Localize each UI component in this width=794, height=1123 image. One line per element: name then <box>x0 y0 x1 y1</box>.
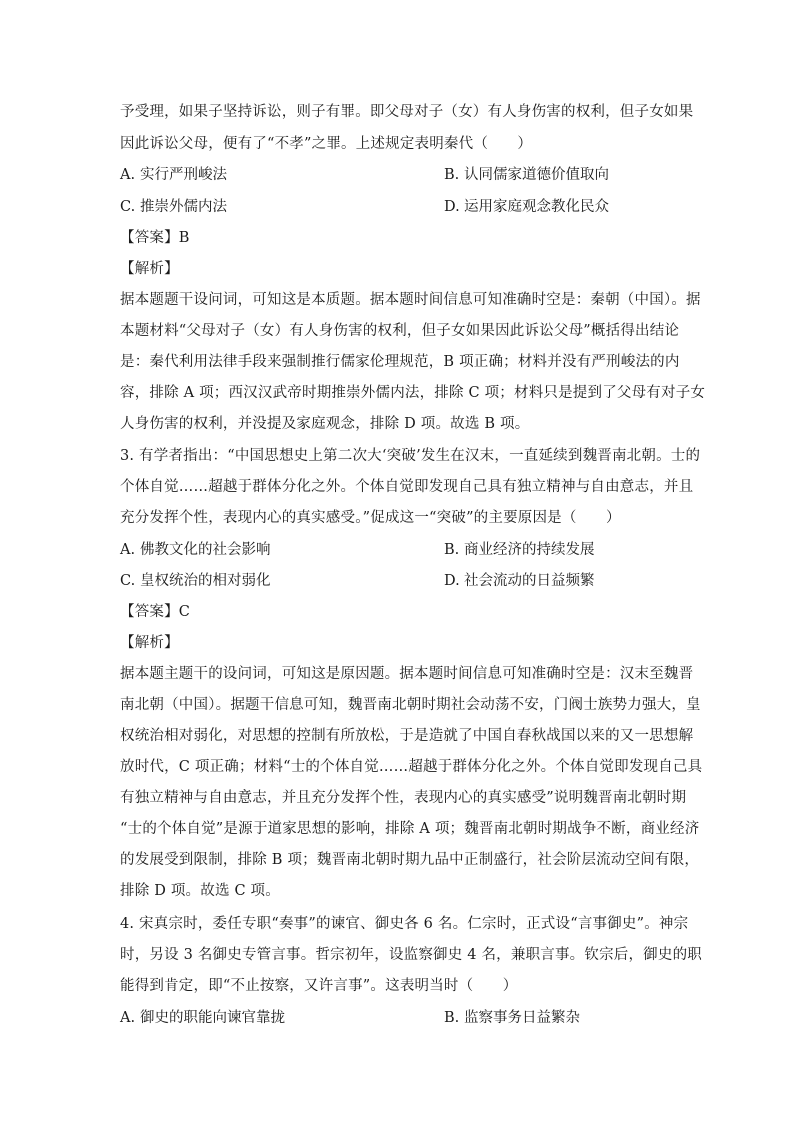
q3-analysis-line: 有独立精神与自由意志，并且充分发挥个性，表现内心的真实感受”说明魏晋南北朝时期 <box>120 790 687 806</box>
q2-analysis-label: 【解析】 <box>120 261 179 277</box>
q4-option-b: B. 监察事务日益繁杂 <box>444 1010 580 1026</box>
q3-analysis-label: 【解析】 <box>120 635 179 651</box>
q2-analysis-line: 人身伤害的权利，并没提及家庭观念，排除 D 项。故选 B 项。 <box>120 416 530 432</box>
q2-option-d: D. 运用家庭观念教化民众 <box>444 199 609 215</box>
q2-analysis-line: 据本题题干设问词，可知这是本质题。据本题时间信息可知准确时空是：秦朝（中国）。据 <box>120 292 701 308</box>
q3-option-a: A. 佛教文化的社会影响 <box>120 542 271 558</box>
q2-answer: 【答案】B <box>120 230 190 246</box>
q3-option-d: D. 社会流动的日益频繁 <box>444 573 595 589</box>
q2-analysis-line: 本题材料“父母对子（女）有人身伤害的权利，但子女如果因此诉讼父母”概括得出结论 <box>120 323 680 339</box>
q3-option-c: C. 皇权统治的相对弱化 <box>120 573 271 589</box>
q2-analysis-line: 是：秦代利用法律手段来强制推行儒家伦理规范，B 项正确；材料并没有严刑峻法的内 <box>120 354 680 370</box>
q3-answer: 【答案】C <box>120 604 191 620</box>
q2-option-c: C. 推崇外儒内法 <box>120 199 227 215</box>
q2-analysis-line: 容，排除 A 项；西汉汉武帝时期推崇外儒内法，排除 C 项；材料只是提到了父母有对子女 <box>120 385 706 401</box>
q2-option-a: A. 实行严刑峻法 <box>120 167 227 183</box>
q2-option-b: B. 认同儒家道德价值取向 <box>444 167 609 183</box>
q3-analysis-line: 放时代，C 项正确；材料“士的个体自觉……超越于群体分化之外。个体自觉即发现自己具 <box>120 759 703 775</box>
q4-stem-line: 4. 宋真宗时，委任专职“奏事”的谏官、御史各 6 名。仁宗时，正式设“言事御史”。神宗 <box>120 916 689 932</box>
q4-stem-line: 时，另设 3 名御史专管言事。哲宗初年，设监察御史 4 名，兼职言事。钦宗后，御史的职 <box>120 947 702 963</box>
q3-option-b: B. 商业经济的持续发展 <box>444 542 595 558</box>
q3-stem-line: 3. 有学者指出：“中国思想史上第二次大‘突破’发生在汉末，一直延续到魏晋南北朝。士的 <box>120 448 701 464</box>
q3-analysis-line: 的发展受到限制，排除 B 项；魏晋南北朝时期九品中正制盛行，社会阶层流动空间有限， <box>120 852 700 868</box>
q4-option-a: A. 御史的职能向谏官靠拢 <box>120 1010 285 1026</box>
q2-stem-line: 因此诉讼父母，便有了“不孝”之罪。上述规定表明秦代（ ） <box>120 136 533 152</box>
q3-stem-line: 个体自觉……超越于群体分化之外。个体自觉即发现自己具有独立精神与自由意志，并且 <box>120 479 694 495</box>
q3-stem-line: 充分发挥个性，表现内心的真实感受。”促成这一“突破”的主要原因是（ ） <box>120 510 621 526</box>
q3-analysis-line: 据本题主题干的设问词，可知这是原因题。据本题时间信息可知准确时空是：汉末至魏晋 <box>120 666 694 682</box>
q3-analysis-line: 排除 D 项。故选 C 项。 <box>120 883 280 899</box>
q4-stem-line: 能得到肯定，即“不止按察，又许言事”。这表明当时（ ） <box>120 978 518 994</box>
q3-analysis-line: “士的个体自觉”是源于道家思想的影响，排除 A 项；魏晋南北朝时期战争不断，商业经济 <box>120 821 700 837</box>
q3-analysis-line: 南北朝（中国）。据题干信息可知，魏晋南北朝时期社会动荡不安，门阀士族势力强大，皇 <box>120 697 701 713</box>
q3-analysis-line: 权统治相对弱化，对思想的控制有所放松，于是造就了中国自春秋战国以来的又一思想解 <box>120 728 694 744</box>
q2-stem-line: 予受理，如果子坚持诉讼，则子有罪。即父母对子（女）有人身伤害的权利，但子女如果 <box>120 104 694 120</box>
